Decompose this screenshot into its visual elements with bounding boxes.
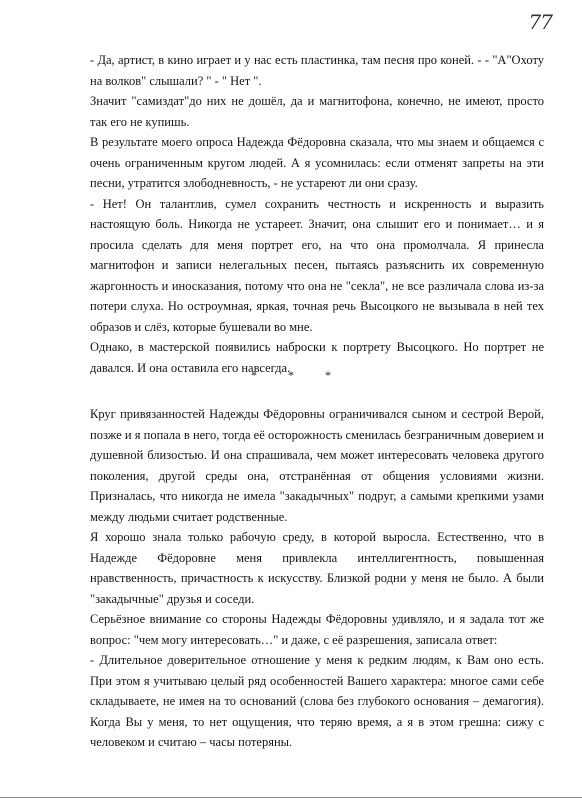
paragraph: В результате моего опроса Надежда Фёдоровна сказала, что мы знаем и общаемся с очень ограниченным кругом людей. А я усомнилась: если отменят запреты на эти песни, утратится злободневность, - не устареют ли они сразу. bbox=[90, 135, 544, 190]
paragraph: Значит "самиздат"до них не дошёл, да и магнитофона, конечно, не имеют, просто так его не купишь. bbox=[90, 94, 544, 129]
bottom-text-section bbox=[90, 404, 544, 753]
page-number: 77 bbox=[528, 10, 552, 34]
section-separator: * * * bbox=[251, 368, 345, 382]
paragraph: Однако, в мастерской появились наброски к портрету Высоцкого. Но портрет не давался. И она оставила его навсегда. bbox=[90, 340, 544, 375]
paragraph: - Длительное доверительное отношение у меня к редким людям, к Вам оно есть. При этом я учитываю целый ряд особенностей Вашего характера: многое сами себе складываете, не имея на то оснований (слова без глубокого основания – демагогия). Когда Вы у меня, то нет ощущения, что теряю время, а я в этом грешна: сижу с человеком и считаю – часы потеряны. bbox=[90, 653, 544, 749]
top-text-section bbox=[90, 50, 544, 378]
paragraph: Я хорошо знала только рабочую среду, в которой выросла. Естественно, что в Надежде Фёдоровне меня привлекла интеллигентность, повышенная нравственность, причастность к искусству. Близкой родни у меня не было. А были "закадычные" друзья и соседи. bbox=[90, 530, 544, 606]
paragraph: Круг привязанностей Надежды Фёдоровны ограничивался сыном и сестрой Верой, позже и я попала в него, тогда её осторожность сменилась безграничным доверием и душевной близостью. И она спрашивала, чем может интересовать человека другого поколения, другой среды она, отстранённая от общения условиями жизни. Призналась, что никогда не имела "закадычных" подруг, а самыми крепкими узами между людьми считает родственные. bbox=[90, 407, 544, 524]
paragraph: Серьёзное внимание со стороны Надежды Фёдоровны удивляло, и я задала тот же вопрос: "чем могу интересовать…" и даже, с её разрешения, записала ответ: bbox=[90, 612, 544, 647]
paragraph: - Нет! Он талантлив, сумел сохранить честность и искренность и выразить настоящую боль. Никогда не устареет. Значит, она слышит его и понимает… и я просила сделать для меня портрет его, на что она промолчала. Я принесла магнитофон и записи нелегальных песен, пытаясь разъяснить их современную жаргонность и иносказания, потому что она не "секла", не все различала слова из-за потери слуха. Но остроумная, яркая, точная речь Высоцкого не вызывала в ней тех образов и слёз, которые бушевали во мне. bbox=[90, 196, 544, 334]
paragraph: - Да, артист, в кино играет и у нас есть пластинка, там песня про коней. - - "А"Охоту на волков" слышали? " - " Нет ". bbox=[90, 53, 544, 88]
page-bottom-edge bbox=[0, 797, 582, 798]
